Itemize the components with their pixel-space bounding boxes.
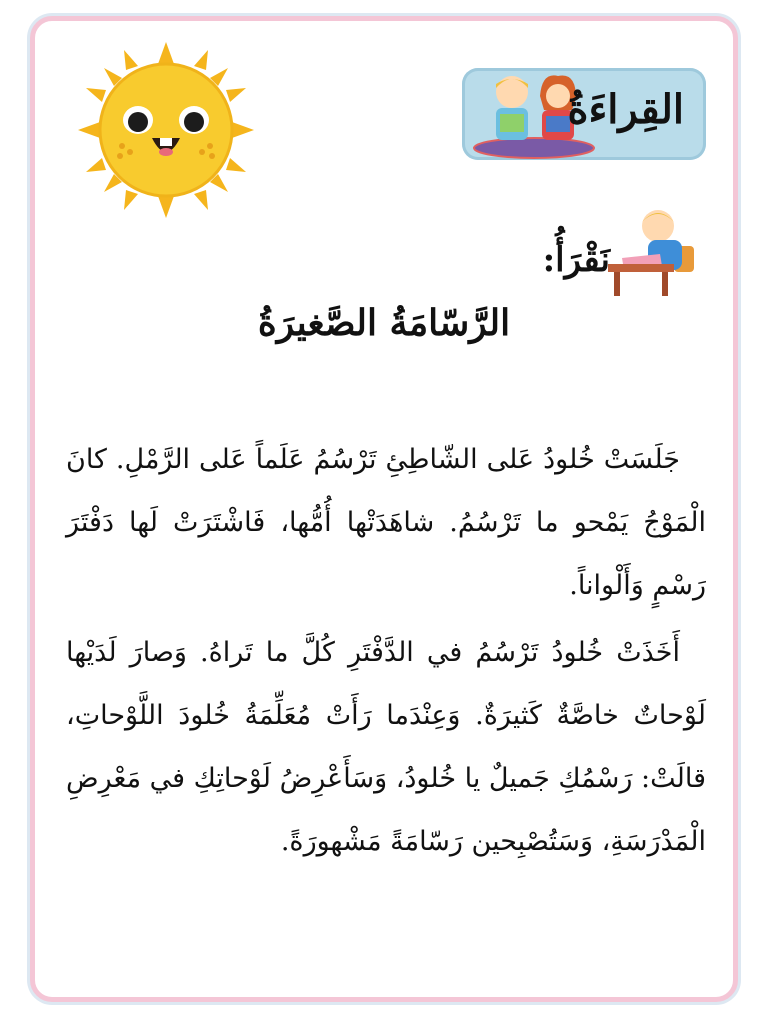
section-label: نَقْرَأُ: — [542, 240, 610, 280]
section-header-title: القِراءَةُ — [567, 86, 684, 133]
story-body — [66, 428, 706, 877]
header-banner — [462, 68, 706, 160]
reading-child-icon — [604, 206, 700, 300]
story-paragraph: أَخَذَتْ خُلودُ تَرْسُمُ في الدَّفْتَرِ كُلَّ ما تَراهُ. وَصارَ لَدَيْها لَوْحاتٌ خاصَّةٌ كَثيرَةٌ. وَعِنْدَما رَأَتْ مُعَلِّمَةُ خُلودَ اللَّوْحاتِ، قالَتْ: رَسْمُكِ جَميلٌ يا خُلودُ، وَسَأَعْرِضُ لَوْحاتِكِ في مَعْرِضِ الْمَدْرَسَةِ، وَسَتُصْبِحين رَسّامَةً مَشْهورَةً. — [66, 637, 706, 857]
story-paragraph: جَلَسَتْ خُلودُ عَلى الشّاطِئِ تَرْسُمُ عَلَماً عَلى الرَّمْلِ. كانَ الْمَوْجُ يَمْحو ما تَرْسُمُ. شاهَدَتْها أُمُّها، فَاشْتَرَتْ لَها دَفْتَرَ رَسْمٍ وَأَلْواناً. — [66, 444, 706, 601]
story-title: الرَّسّامَةُ الصَّغيرَةُ — [257, 302, 511, 344]
sun-icon — [78, 42, 254, 218]
